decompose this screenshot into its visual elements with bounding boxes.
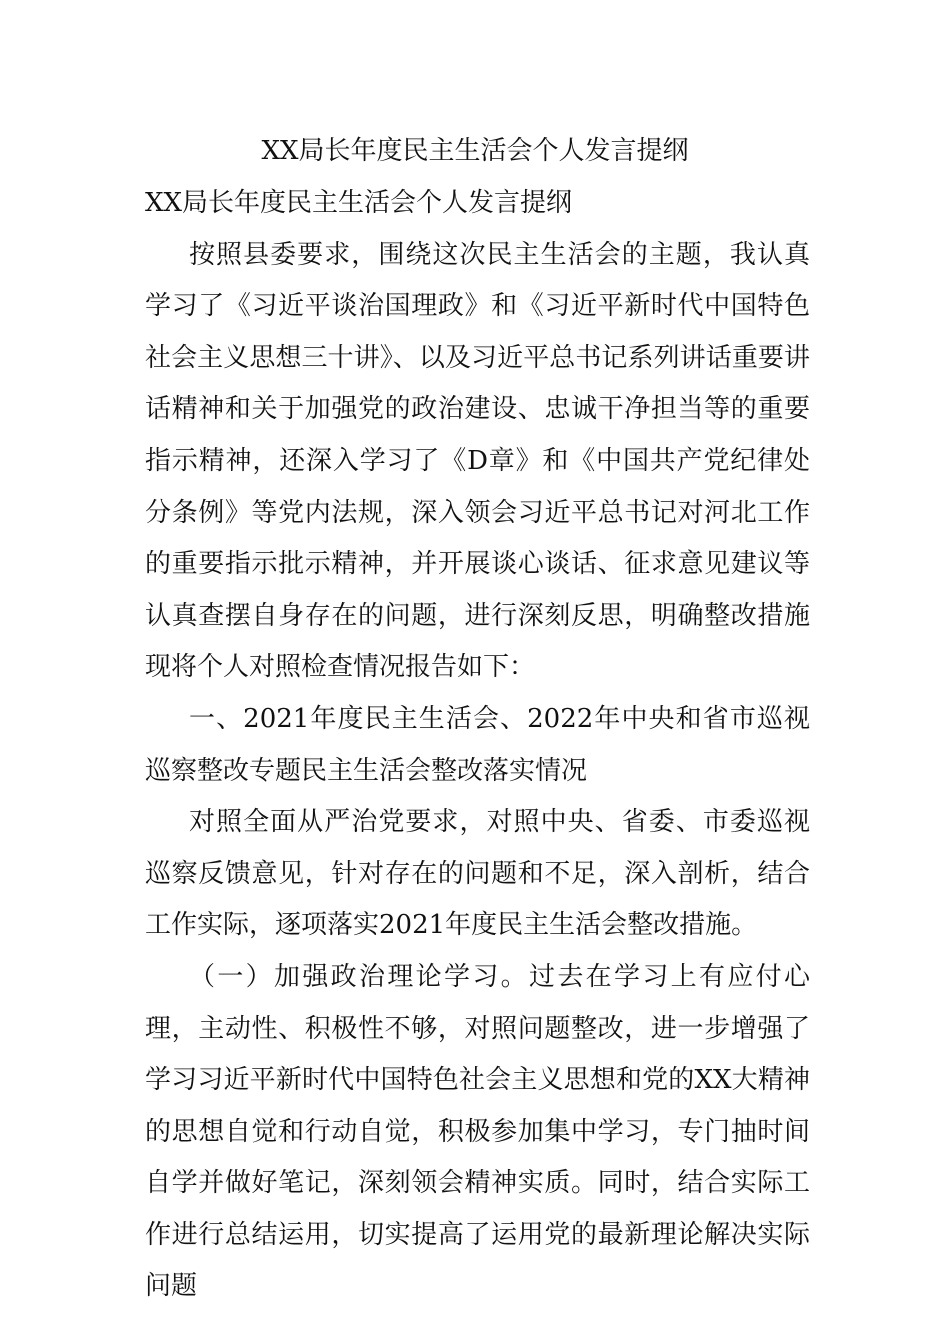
- paragraph-item-1: （一）加强政治理论学习。过去在学习上有应付心理，主动性、积极性不够，对照问题整改，进一步增强了学习习近平新时代中国特色社会主义思想和党的XX大精神的思想自觉和行动自觉，积极参加集中学习，专门抽时间自学并做好笔记，深刻领会精神实质。同时，结合实际工作进行总结运用，切实提高了运用党的最新理论解决实际问题: [145, 961, 810, 1302]
- paragraph-intro: 按照县委要求，围绕这次民主生活会的主题，我认真学习了《习近平谈治国理政》和《习近平新时代中国特色社会主义思想三十讲》、以及习近平总书记系列讲话重要讲话精神和关于加强党的政治建设、忠诚干净担当等的重要指示精神，还深入学习了《D章》和《中国共产党纪律处分条例》等党内法规，深入领会习近平总书记对河北工作的重要指示批示精神，并开展谈心谈话、征求意见建议等认真查摆自身存在的问题，进行深刻反思，明确整改措施现将个人对照检查情况报告如下：: [145, 239, 810, 683]
- document-title: XX局长年度民主生活会个人发言提纲: [261, 136, 689, 166]
- section-heading-1: 一、2021年度民主生活会、2022年中央和省市巡视巡察整改专题民主生活会整改落实情况: [145, 703, 810, 786]
- paragraph-section-1: 对照全面从严治党要求，对照中央、省委、市委巡视巡察反馈意见，针对存在的问题和不足，深入剖析，结合工作实际，逐项落实2021年度民主生活会整改措施。: [145, 807, 810, 941]
- document-subtitle: XX局长年度民主生活会个人发言提纲: [145, 188, 573, 218]
- document-body: [145, 178, 810, 1313]
